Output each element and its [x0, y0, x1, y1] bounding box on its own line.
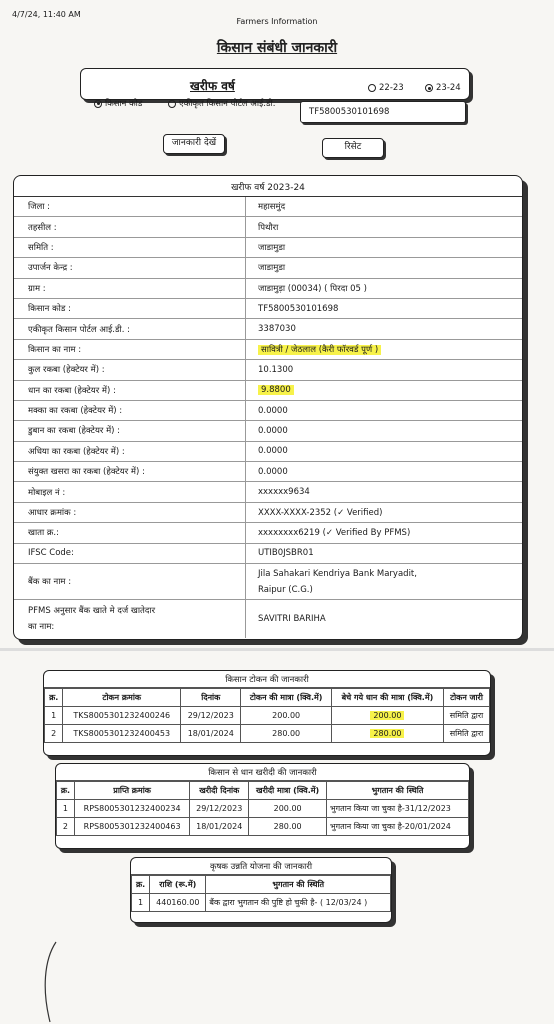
cell-text: 2	[51, 729, 57, 738]
detail-label: तहसील :	[14, 217, 246, 236]
details-title: खरीफ वर्ष 2023-24	[14, 176, 522, 197]
cell-text: TKS8005301232400246	[73, 711, 171, 720]
table-row	[132, 894, 391, 912]
detail-label: किसान का नाम :	[14, 340, 246, 359]
column-header: टोकन क्रमांक	[63, 689, 181, 707]
id-type-label: एकीकृत किसान पोर्टल आई.डी.	[179, 99, 276, 109]
table-cell	[190, 800, 249, 818]
pfms-name-value: SAVITRI BARIHA	[258, 614, 326, 625]
print-timestamp: 4/7/24, 11:40 AM	[12, 10, 81, 19]
season-option-label: 22-23	[379, 83, 404, 93]
cell-text: 280.00	[272, 729, 301, 738]
table-cell	[45, 707, 63, 725]
cell-text: RPS8005301232400234	[83, 804, 181, 813]
column-header: दिनांक	[181, 689, 241, 707]
detail-value	[246, 222, 278, 233]
cell-text: भुगतान किया जा चुका है-20/01/2024	[330, 822, 451, 831]
table-row	[45, 707, 490, 725]
table-cell	[444, 707, 490, 725]
detail-value-text: XXXX-XXXX-2352 (✓ Verified)	[258, 507, 383, 518]
table-cell	[181, 725, 241, 743]
detail-value-text: 9.8800	[258, 385, 294, 395]
detail-label: जिला :	[14, 197, 246, 216]
column-header: खरीदी दिनांक	[190, 782, 249, 800]
pfms-label-line1: PFMS अनुसार बैंक खाते मे दर्ज खातेदार	[28, 606, 156, 617]
radio-icon[interactable]	[168, 100, 176, 108]
table-cell	[74, 800, 189, 818]
page-title: किसान संबंधी जानकारी	[216, 40, 338, 56]
cell-text: 18/01/2024	[187, 729, 234, 738]
table-row	[45, 725, 490, 743]
detail-value	[246, 344, 381, 355]
detail-label: खाता क्र.:	[14, 523, 246, 542]
table-cell	[249, 800, 327, 818]
column-header: भुगतान की स्थिति	[327, 782, 469, 800]
bank-name-line1: Jila Sahakari Kendriya Bank Maryadit,	[258, 568, 417, 579]
detail-row	[14, 401, 522, 421]
table-cell	[63, 725, 181, 743]
detail-row	[14, 217, 522, 237]
detail-row	[14, 442, 522, 462]
radio-selected-icon[interactable]	[425, 84, 433, 92]
cell-text: 1	[62, 804, 69, 813]
detail-row	[14, 197, 522, 217]
season-option-22-23[interactable]	[368, 83, 404, 93]
detail-value	[246, 467, 288, 477]
pfms-label-line2: का नाम:	[28, 622, 55, 633]
detail-row	[14, 523, 522, 543]
detail-label: अधिया का रकबा (हेक्टेयर में) :	[14, 442, 246, 461]
detail-label: बैंक का नाम :	[14, 564, 246, 599]
season-option-23-24[interactable]	[425, 83, 461, 93]
table-cell	[57, 818, 75, 836]
column-header: टोकन की मात्रा (क्वि.में)	[241, 689, 331, 707]
detail-value	[246, 446, 288, 456]
table-cell	[241, 725, 331, 743]
cell-text: 1	[138, 898, 144, 907]
pen-mark	[40, 940, 60, 1024]
detail-label: धान का रकबा (हेक्टेयर में) :	[14, 381, 246, 400]
scheme-table-title: कृषक उन्नति योजना की जानकारी	[131, 858, 391, 875]
scheme-table	[131, 875, 391, 912]
detail-row	[14, 503, 522, 523]
detail-value-text: पिथौरा	[258, 222, 279, 233]
detail-label: उपार्जन केन्द्र :	[14, 258, 246, 277]
id-type-option-portal-id[interactable]	[168, 98, 275, 109]
table-cell	[63, 707, 181, 725]
detail-value	[246, 508, 382, 518]
detail-label: ग्राम :	[14, 279, 246, 298]
season-selector-box	[80, 68, 470, 100]
detail-value-text: सावित्री / जेठलाल (कैरी फॉरवर्ड पूर्ण )	[258, 345, 381, 355]
detail-label: मोबाइल नं :	[14, 482, 246, 501]
radio-icon[interactable]	[368, 84, 376, 92]
detail-row	[14, 319, 522, 339]
cell-text: 280.00	[273, 822, 302, 831]
cell-text: समिति द्वारा	[449, 711, 484, 720]
table-row	[57, 818, 469, 836]
table-cell	[331, 707, 443, 725]
detail-value	[246, 426, 288, 436]
purchase-info-card	[55, 763, 470, 849]
cell-text: 200.00	[272, 711, 301, 720]
detail-value-text: जाडामुडा	[258, 242, 286, 253]
detail-row	[14, 279, 522, 299]
purchase-table-title: किसान से धान खरीदी की जानकारी	[56, 764, 469, 781]
token-table-title: किसान टोकन की जानकारी	[44, 671, 490, 688]
scheme-info-card	[130, 857, 392, 923]
detail-row	[14, 482, 522, 502]
cell-text: RPS8005301232400463	[83, 822, 181, 831]
column-header: टोकन जारी	[444, 689, 490, 707]
token-table	[44, 688, 490, 743]
cell-text: 2	[62, 822, 69, 831]
cell-text: भुगतान किया जा चुका है-31/12/2023	[330, 804, 451, 813]
detail-value-text: 10.1300	[258, 364, 294, 375]
detail-value-text: जाडामुड़ा (00034) ( पिरदा 05 )	[258, 283, 367, 294]
detail-label: किसान कोड :	[14, 299, 246, 318]
table-cell	[206, 894, 391, 912]
detail-value-text: UTIB0JSBR01	[258, 548, 314, 559]
detail-label: IFSC Code:	[14, 544, 246, 563]
column-header: क्र.	[45, 689, 63, 707]
farmer-details-card	[13, 175, 523, 640]
detail-value-text: 0.0000	[258, 425, 288, 436]
cell-text: बैंक द्वारा भुगतान की पुष्टि हो चुकी है- ( 12/03/24 )	[209, 898, 368, 907]
purchase-table	[56, 781, 469, 836]
cell-text: 1	[51, 711, 57, 720]
radio-selected-icon[interactable]	[94, 100, 102, 108]
detail-value	[246, 201, 285, 212]
cell-text: 200.00	[273, 804, 302, 813]
detail-label: डुबान का रकबा (हेक्टेयर में) :	[14, 421, 246, 440]
detail-value-text: 0.0000	[258, 466, 288, 477]
cell-text: 29/12/2023	[196, 804, 243, 813]
table-cell	[241, 707, 331, 725]
detail-value	[246, 324, 296, 334]
id-type-label: किसान कोड	[105, 99, 143, 109]
detail-label	[14, 600, 246, 638]
bank-name-line2: Raipur (C.G.)	[258, 584, 313, 595]
detail-value	[246, 487, 310, 497]
detail-row	[14, 299, 522, 319]
detail-row	[14, 421, 522, 441]
detail-row-bank	[14, 564, 522, 600]
detail-row	[14, 544, 522, 564]
table-cell	[181, 707, 241, 725]
detail-value-text: जाडामुडा	[258, 263, 286, 274]
id-type-option-farmer-code[interactable]	[94, 98, 142, 109]
detail-value	[246, 365, 293, 375]
table-cell	[327, 818, 469, 836]
detail-row	[14, 258, 522, 278]
detail-label: कुल रकबा (हेक्टेयर में) :	[14, 360, 246, 379]
detail-value	[246, 242, 285, 253]
detail-row	[14, 360, 522, 380]
column-header: राशि (रू.में)	[150, 876, 206, 894]
detail-label: संयुक्त खसरा का रकबा (हेक्टेयर में) :	[14, 462, 246, 481]
detail-value	[246, 528, 410, 538]
table-cell	[331, 725, 443, 743]
detail-value	[246, 406, 288, 416]
detail-value-text: 0.0000	[258, 446, 288, 457]
details-list	[14, 197, 522, 564]
column-header: क्र.	[57, 782, 75, 800]
cell-text: समिति द्वारा	[449, 729, 484, 738]
table-cell	[190, 818, 249, 836]
page-break-divider	[0, 648, 554, 651]
detail-value	[246, 304, 338, 314]
detail-row	[14, 462, 522, 482]
detail-value	[246, 262, 285, 273]
table-cell	[45, 725, 63, 743]
cell-text: 18/01/2024	[196, 822, 243, 831]
cell-text: 440160.00	[156, 898, 200, 907]
detail-value	[246, 283, 367, 294]
column-header: खरीदी मात्रा (क्वि.में)	[249, 782, 327, 800]
detail-label: समिति :	[14, 238, 246, 257]
detail-value-text: xxxxxxxx6219 (✓ Verified By PFMS)	[258, 527, 411, 538]
detail-value-text: महासमुंद	[258, 202, 286, 213]
detail-row	[14, 238, 522, 258]
detail-value	[246, 385, 294, 395]
detail-label: मक्का का रकबा (हेक्टेयर में) :	[14, 401, 246, 420]
detail-value-text: xxxxxx9634	[258, 487, 310, 498]
table-cell	[327, 800, 469, 818]
season-option-label: 23-24	[436, 83, 461, 93]
view-info-button[interactable]: जानकारी देखें	[163, 134, 225, 154]
cell-text: 200.00	[370, 711, 404, 720]
detail-value-text: 0.0000	[258, 405, 288, 416]
detail-label: एकीकृत किसान पोर्टल आई.डी. :	[14, 319, 246, 338]
detail-label: आधार क्रमांक :	[14, 503, 246, 522]
column-header: क्र.	[132, 876, 150, 894]
detail-value	[246, 548, 314, 558]
token-info-card	[43, 670, 491, 756]
table-cell	[57, 800, 75, 818]
cell-text: 280.00	[370, 729, 404, 738]
detail-row	[14, 381, 522, 401]
column-header: भुगतान की स्थिति	[206, 876, 391, 894]
cell-text: 29/12/2023	[187, 711, 234, 720]
detail-value-text: 3387030	[258, 324, 296, 335]
detail-row	[14, 340, 522, 360]
farmer-id-input[interactable]: TF5800530101698	[300, 101, 466, 123]
season-label: खरीफ वर्ष	[190, 79, 235, 93]
column-header: बेचे गये धान की मात्रा (क्वि.में)	[331, 689, 443, 707]
detail-value-text: TF5800530101698	[258, 303, 339, 314]
reset-button[interactable]: रिसेट	[322, 138, 384, 158]
site-title: Farmers Information	[236, 17, 318, 26]
table-row	[57, 800, 469, 818]
table-cell	[444, 725, 490, 743]
table-cell	[150, 894, 206, 912]
column-header: प्राप्ति क्रमांक	[74, 782, 189, 800]
cell-text: TKS8005301232400453	[73, 729, 171, 738]
table-cell	[249, 818, 327, 836]
table-cell	[74, 818, 189, 836]
detail-value	[246, 566, 417, 598]
detail-row-pfms-name	[14, 600, 522, 638]
table-cell	[132, 894, 150, 912]
